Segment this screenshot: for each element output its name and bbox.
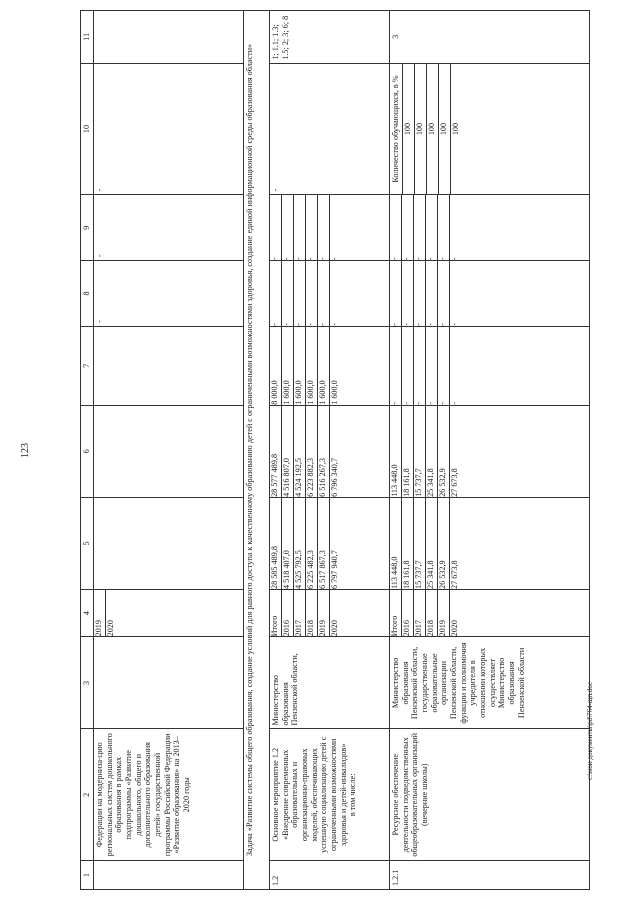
header-cell: 10 bbox=[81, 63, 94, 195]
link-cell: 1; 1.1; 1.3; 1.5; 2; 3; 6; 8 bbox=[270, 11, 390, 64]
table-row bbox=[270, 11, 390, 890]
years-cell: 2019 2020 bbox=[94, 590, 244, 637]
indicator-cell: - bbox=[270, 63, 390, 195]
value-cell bbox=[94, 405, 244, 497]
header-cell: 7 bbox=[81, 326, 94, 405]
value-cell: 113 448,0 18 161,8 15 737,7 25 341,8 26 532,9 27 673,8 bbox=[390, 405, 590, 497]
link-cell bbox=[94, 11, 244, 64]
header-cell: 9 bbox=[81, 195, 94, 261]
value-cell: - - - - - - bbox=[390, 326, 590, 405]
row-number: 1.2 bbox=[270, 861, 390, 890]
header-cell: 11 bbox=[81, 11, 94, 64]
task-row bbox=[244, 11, 270, 890]
file-path-footer: c:\мои документы\pd\764-щп.doc bbox=[586, 682, 594, 780]
value-cell: - - - - - - bbox=[270, 261, 390, 327]
value-cell bbox=[94, 326, 244, 405]
value-cell: 28 585 489,8 4 518 407,0 4 525 792,5 6 225 482,3 6 517 867,3 6 797 940,7 bbox=[270, 497, 390, 589]
value-cell: - bbox=[94, 261, 244, 327]
header-cell: 4 bbox=[81, 590, 94, 637]
table-row bbox=[390, 11, 590, 890]
header-cell: 1 bbox=[81, 861, 94, 890]
value-cell: 28 577 489,8 4 516 807,0 4 524 192,5 6 223 882,3 6 516 267,3 6 796 340,7 bbox=[270, 405, 390, 497]
header-cell: 5 bbox=[81, 497, 94, 589]
value-cell: - - - - - - bbox=[390, 261, 590, 327]
measure-name: Федерации на модерниза-цию региональных систем дошкольного образования в рамках подпрограммы «Развитие дошкольного, общего и дополнительного образования детей» государственной программы Российской Федерации «Развитие образования» на 2013–2020 годы bbox=[94, 729, 244, 861]
header-cell: 2 bbox=[81, 729, 94, 861]
value-cell: 113 448,0 18 161,8 15 737,7 25 341,8 26 532,9 27 673,8 bbox=[390, 497, 590, 589]
measure-name: Основное мероприятие 1.2 «Внедрение современных образовательных и организационно-правовых моделей, обеспечивающих успешную социализацию детей с ограниченными возможностями здоровья и детей-инвалидов» в том числе: bbox=[270, 729, 390, 861]
indicator-cell: - bbox=[94, 63, 244, 195]
header-row bbox=[81, 11, 94, 890]
value-cell: - - - - - - bbox=[390, 195, 590, 261]
header-cell: 3 bbox=[81, 637, 94, 729]
value-cell: - bbox=[94, 195, 244, 261]
executor: Министерство образования Пензенской области, государственные образовательные организации Пензенской области, функции и полномочия учредителя в отношении которых осуществляет Министерство образования Пензенской области bbox=[390, 637, 590, 729]
executor bbox=[94, 637, 244, 729]
executor: Министерство образования Пензенской области, bbox=[270, 637, 390, 729]
budget-table-sheet bbox=[80, 10, 590, 890]
value-cell: - - - - - - bbox=[270, 195, 390, 261]
link-cell: 3 bbox=[390, 11, 590, 64]
value-cell: 8 000,0 1 600,0 1 600,0 1 600,0 1 600,0 1 600,0 bbox=[270, 326, 390, 405]
years-cell: Итого 2016 2017 2018 2019 2020 bbox=[390, 590, 590, 637]
row-number: 1.2.1 bbox=[390, 861, 590, 890]
table-row bbox=[94, 11, 244, 890]
page-number: 123 bbox=[20, 443, 31, 458]
value-cell bbox=[94, 497, 244, 589]
indicator-cell: Количество обучающихся, в % 100 100 100 100 100 bbox=[390, 63, 590, 195]
measure-name: Ресурсное обеспечение деятельности подведомственных общеобразовательных организаций (вечерние школы) bbox=[390, 729, 590, 861]
years-cell: Итого 2016 2017 2018 2019 2020 bbox=[270, 590, 390, 637]
task-description: Задача «Развитие системы общего образования, создание условий для равного доступа к качественному образованию детей с ограниченными возможностями здоровья, создание единой информационной среды образования области» bbox=[244, 11, 270, 890]
budget-table bbox=[80, 10, 590, 890]
row-number bbox=[94, 861, 244, 890]
header-cell: 6 bbox=[81, 405, 94, 497]
header-cell: 8 bbox=[81, 261, 94, 327]
